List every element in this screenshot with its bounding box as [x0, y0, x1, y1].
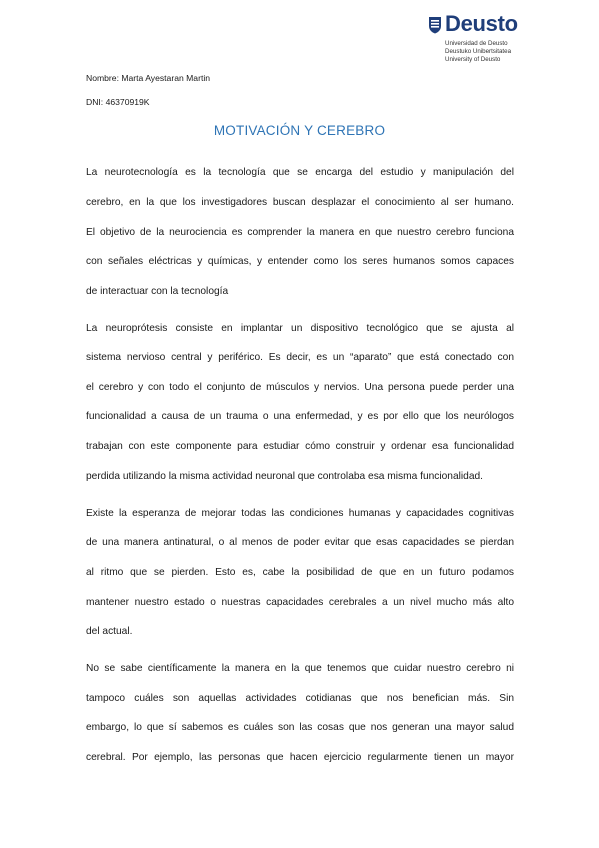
body-line: de interactuar con la tecnología — [86, 286, 229, 297]
body-line: El objetivo de la neurociencia es comprender la manera en que nuestro cerebro funciona — [86, 227, 514, 238]
body-line: al ritmo que se pierden. Esto es, cabe la posibilidad de que en un futuro podamos — [86, 567, 514, 578]
body-line: trabajan con este componente para estudiar cómo construir y ordenar esa funcionalidad — [86, 441, 514, 452]
deusto-shield-icon — [428, 16, 442, 34]
body-line: sistema nervioso central y periférico. Es decir, es un “aparato” que está conectado con — [86, 352, 514, 363]
body-line: No se sabe científicamente la manera en la que tenemos que cuidar nuestro cerebro ni — [86, 663, 514, 674]
body-line: embargo, lo que sí sabemos es cuáles son las cosas que nos generan una mayor salud — [86, 722, 514, 733]
body-line: el cerebro y con todo el conjunto de músculos y nervios. Una persona puede perder una — [86, 382, 514, 393]
logo-subtitle-1: Universidad de Deusto — [445, 40, 508, 47]
body-line: perdida utilizando la misma actividad neuronal que controlaba esa misma funcionalidad. — [86, 471, 483, 482]
body-line: de una manera antinatural, o al menos de poder evitar que esas capacidades se pierdan — [86, 537, 514, 548]
body-line: funcionalidad a causa de un trauma o una enfermedad, y es por ello que los neurólogos — [86, 411, 514, 422]
body-line: La neurotecnología es la tecnología que se encarga del estudio y manipulación del — [86, 167, 514, 178]
author-name: Nombre: Marta Ayestaran Martin — [86, 73, 211, 83]
university-logo — [428, 11, 548, 69]
logo-subtitle-3: University of Deusto — [445, 56, 501, 63]
body-line: con señales eléctricas y químicas, y entender como los seres humanos somos capaces — [86, 256, 514, 267]
body-line: La neuroprótesis consiste en implantar un dispositivo tecnológico que se ajusta al — [86, 323, 514, 334]
document-title: MOTIVACIÓN Y CEREBRO — [213, 123, 386, 138]
body-line: mantener nuestro estado o nuestras capacidades cerebrales a un nivel mucho más alto — [86, 597, 514, 608]
body-line: Existe la esperanza de mejorar todas las condiciones humanas y capacidades cognitivas — [86, 508, 514, 519]
body-line: cerebral. Por ejemplo, las personas que hacen ejercicio regularmente tienen un mayor — [86, 752, 514, 763]
body-line: cerebro, en la que los investigadores buscan desplazar el conocimiento al ser humano. — [86, 197, 514, 208]
body-line: tampoco cuáles son aquellas actividades cotidianas que nos benefician más. Sin — [86, 693, 514, 704]
body-line: del actual. — [86, 626, 133, 637]
author-dni: DNI: 46370919K — [86, 97, 150, 107]
logo-subtitle-2: Deustuko Unibertsitatea — [445, 48, 512, 55]
logo-wordmark: Deusto — [445, 11, 518, 36]
